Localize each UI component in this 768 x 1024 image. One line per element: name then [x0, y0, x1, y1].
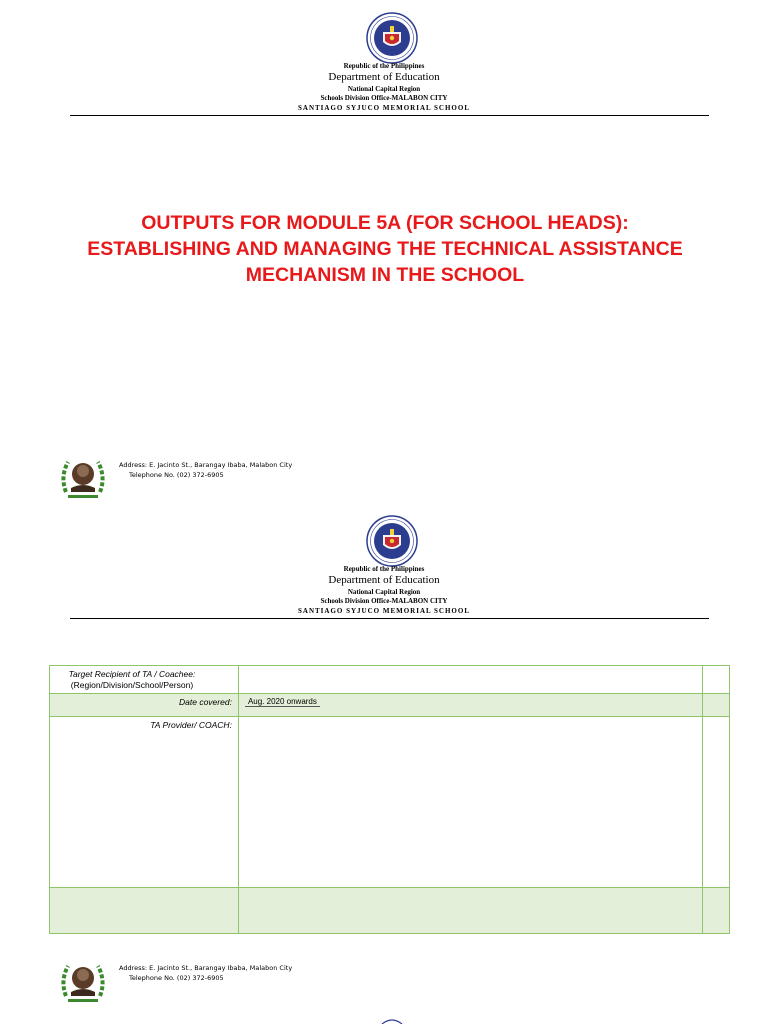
date-field[interactable] [238, 694, 702, 717]
footer-telephone: Telephone No. (02) 372-6905 [129, 471, 224, 479]
department-name: Department of Education [328, 71, 440, 83]
table-cell [50, 888, 239, 934]
provider-label: TA Provider/ COACH: [50, 717, 239, 888]
table-cell [703, 694, 730, 717]
table-row [50, 888, 730, 934]
department-name: Department of Education [328, 574, 440, 586]
title-line-1: OUTPUTS FOR MODULE 5A (FOR SCHOOL HEADS): [141, 212, 629, 234]
region-text: National Capital Region [347, 588, 421, 596]
table-cell [703, 666, 730, 694]
footer-address: Address: E. Jacinto St., Barangay Ibaba, Malabon City [119, 964, 293, 972]
republic-text: Republic of the Philippines [343, 565, 425, 573]
table-cell[interactable] [238, 888, 702, 934]
school-logo-icon [58, 956, 108, 1006]
division-text: Schools Division Office-MALABON CITY [320, 597, 448, 605]
division-text: Schools Division Office-MALABON CITY [320, 94, 448, 102]
date-label: Date covered: [50, 694, 239, 717]
date-value: Aug. 2020 onwards [245, 697, 320, 707]
ta-form-table [49, 665, 730, 934]
region-text: National Capital Region [347, 85, 421, 93]
deped-seal-icon [366, 12, 418, 64]
footer-address: Address: E. Jacinto St., Barangay Ibaba, Malabon City [119, 461, 293, 469]
table-cell [703, 717, 730, 888]
header-divider [70, 115, 709, 116]
table-row [50, 666, 730, 694]
republic-text: Republic of the Philippines [343, 62, 425, 70]
footer-telephone: Telephone No. (02) 372-6905 [129, 974, 224, 982]
title-line-3: MECHANISM IN THE SCHOOL [245, 264, 525, 286]
title-line-2: ESTABLISHING AND MANAGING THE TECHNICAL ASSISTANCE [87, 238, 683, 260]
deped-seal-icon [380, 1018, 404, 1024]
document-title [40, 210, 730, 288]
school-logo-icon [58, 452, 108, 502]
table-row [50, 717, 730, 888]
school-name: SANTIAGO SYJUCO MEMORIAL SCHOOL [298, 607, 470, 615]
deped-seal-icon [366, 515, 418, 567]
recipient-label-line-1: Target Recipient of TA / Coachee: [68, 669, 196, 679]
header-divider [70, 618, 709, 619]
table-cell [703, 888, 730, 934]
recipient-label [50, 666, 239, 694]
recipient-label-line-2: (Region/Division/School/Person) [70, 680, 194, 690]
school-name: SANTIAGO SYJUCO MEMORIAL SCHOOL [298, 104, 470, 112]
provider-field[interactable] [238, 717, 702, 888]
table-row [50, 694, 730, 717]
recipient-field[interactable] [238, 666, 702, 694]
